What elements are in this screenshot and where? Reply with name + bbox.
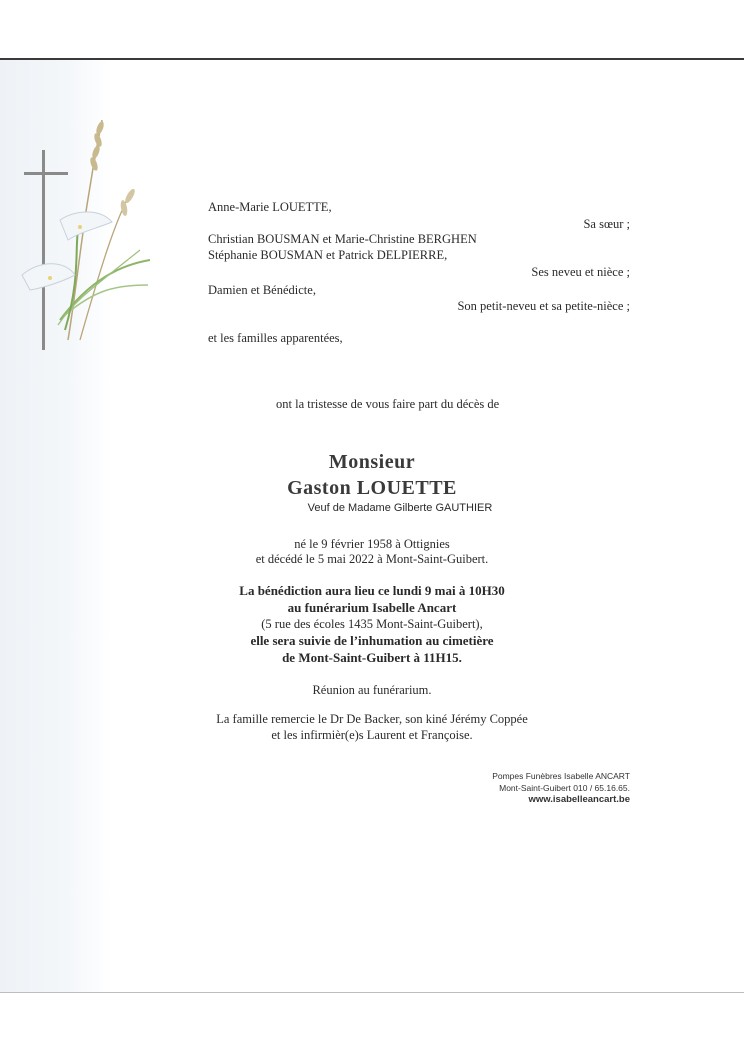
widower-line: Veuf de Madame Gilberte GAUTHIER bbox=[307, 502, 493, 514]
ceremony-line-4: elle sera suivie de l’inhumation au cimetière bbox=[250, 633, 494, 648]
footer-website[interactable]: www.isabelleancart.be bbox=[528, 794, 630, 805]
bottom-border bbox=[0, 992, 744, 993]
relatives-line: et les familles apparentées, bbox=[208, 331, 343, 345]
sister-name: Anne-Marie LOUETTE, bbox=[208, 200, 332, 214]
ceremony-line-5: de Mont-Saint-Guibert à 11H15. bbox=[282, 650, 462, 665]
nephew-line-1: Christian BOUSMAN et Marie-Christine BERGHEN bbox=[208, 232, 477, 246]
cross-lily-ornament-icon bbox=[20, 110, 160, 360]
footer-company: Pompes Funèbres Isabelle ANCART bbox=[492, 771, 630, 781]
meeting-line: Réunion au funérarium. bbox=[312, 683, 432, 697]
nephew-role: Ses neveu et nièce ; bbox=[531, 265, 630, 279]
nephew-line-2: Stéphanie BOUSMAN et Patrick DELPIERRE, bbox=[208, 248, 448, 262]
ceremony-line-1: La bénédiction aura lieu ce lundi 9 mai à 10H30 bbox=[239, 583, 505, 598]
thanks-line-2: et les infirmièr(e)s Laurent et Françoise. bbox=[271, 728, 473, 742]
ceremony-line-2: au funérarium Isabelle Ancart bbox=[287, 600, 457, 615]
deceased-name: Gaston LOUETTE bbox=[287, 477, 457, 499]
deceased-title: Monsieur bbox=[328, 451, 416, 473]
thanks-line-1: La famille remercie le Dr De Backer, son kiné Jérémy Coppée bbox=[216, 712, 528, 726]
sister-role: Sa sœur ; bbox=[583, 217, 630, 231]
footer-phone: Mont-Saint-Guibert 010 / 65.16.65. bbox=[499, 783, 630, 793]
death-line: et décédé le 5 mai 2022 à Mont-Saint-Guibert. bbox=[255, 552, 489, 566]
grand-nephew-role: Son petit-neveu et sa petite-nièce ; bbox=[457, 299, 630, 313]
grand-nephew-names: Damien et Bénédicte, bbox=[208, 283, 316, 297]
ceremony-line-3: (5 rue des écoles 1435 Mont-Saint-Guibert), bbox=[261, 617, 483, 631]
announcement-line: ont la tristesse de vous faire part du décès de bbox=[276, 397, 500, 411]
birth-line: né le 9 février 1958 à Ottignies bbox=[294, 537, 450, 551]
